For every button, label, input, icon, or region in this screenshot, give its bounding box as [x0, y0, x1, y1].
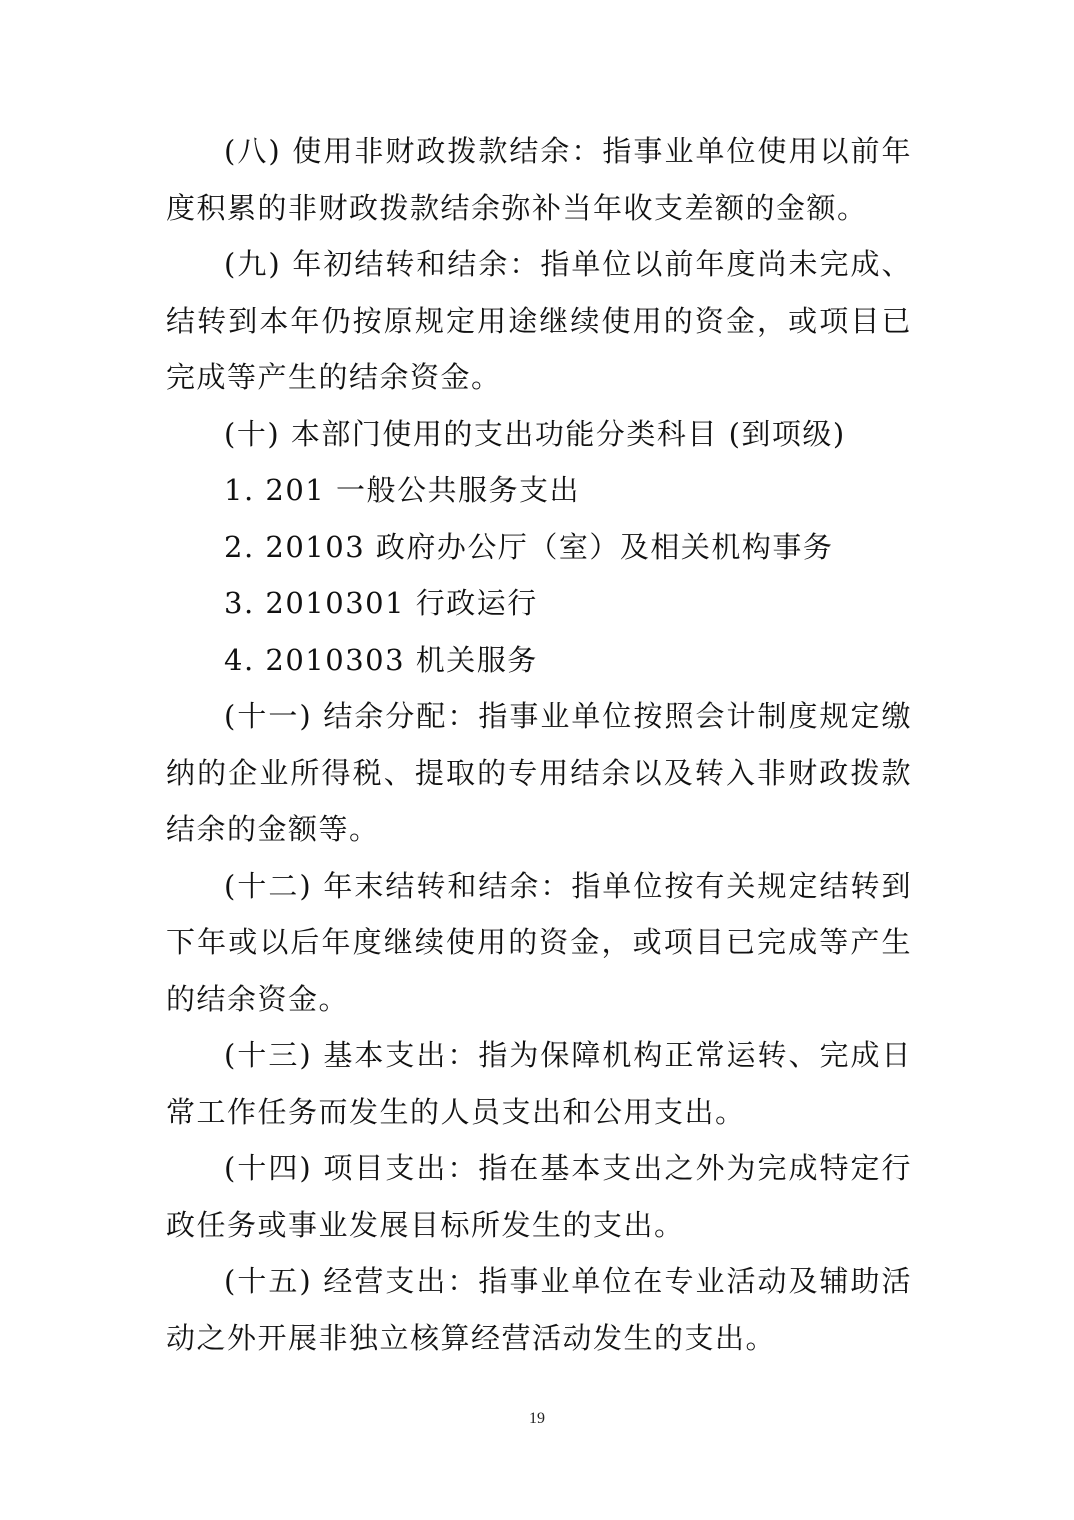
list-item-20103: 2. 20103 政府办公厅（室）及相关机构事务 [224, 529, 834, 564]
paragraph-unused-nonfiscal-surplus: (八) 使用非财政拨款结余：指事业单位使用以前年度积累的非财政拨款结余弥补当年收支差额的金额。 [166, 134, 912, 225]
paragraph-project-expenditure: (十四) 项目支出：指在基本支出之外为完成特定行政任务或事业发展目标所发生的支出。 [166, 1151, 912, 1242]
document-body [166, 123, 912, 1366]
page-number: 19 [529, 1410, 545, 1427]
paragraph-surplus-distribution: (十一) 结余分配：指事业单位按照会计制度规定缴纳的企业所得税、提取的专用结余以及转入非财政拨款结余的金额等。 [166, 699, 912, 846]
paragraph-beginning-carryover: (九) 年初结转和结余：指单位以前年度尚未完成、结转到本年仍按原规定用途继续使用的资金，或项目已完成等产生的结余资金。 [166, 247, 912, 394]
list-item-2010301: 3. 2010301 行政运行 [224, 586, 538, 620]
paragraph-function-categories: (十) 本部门使用的支出功能分类科目 (到项级) [224, 416, 846, 451]
paragraph-year-end-carryover: (十二) 年末结转和结余：指单位按有关规定结转到下年或以后年度继续使用的资金，或项目已完成等产生的结余资金。 [166, 868, 912, 1016]
paragraph-operating-expenditure: (十五) 经营支出：指事业单位在专业活动及辅助活动之外开展非独立核算经营活动发生的支出。 [166, 1264, 912, 1355]
list-item-2010303: 4. 2010303 机关服务 [224, 642, 538, 677]
list-item-201: 1. 201 一般公共服务支出 [224, 473, 580, 507]
paragraph-basic-expenditure: (十三) 基本支出：指为保障机构正常运转、完成日常工作任务而发生的人员支出和公用支出。 [166, 1038, 912, 1129]
